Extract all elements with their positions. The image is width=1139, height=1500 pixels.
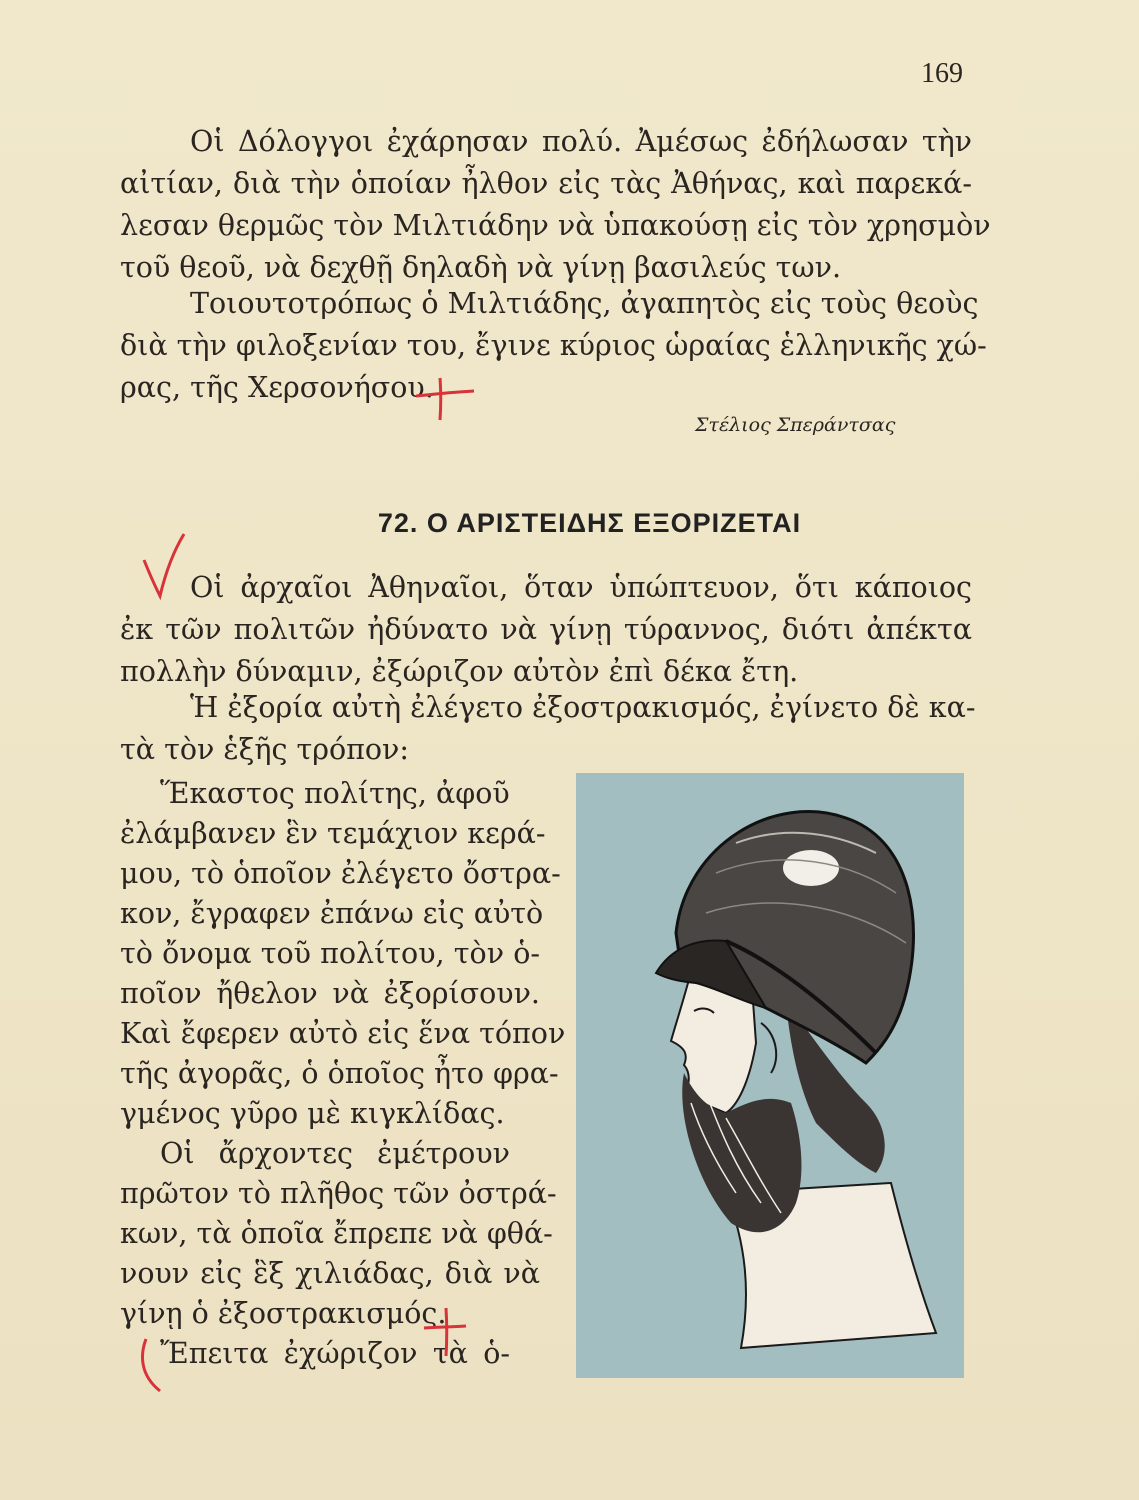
chapter-title: 72. Ο ΑΡΙΣΤΕΙΔΗΣ ΕΞΟΡΙΖΕΤΑΙ bbox=[377, 508, 802, 538]
page-number: 169 bbox=[921, 58, 963, 89]
text-line: Οἱ Δόλογγοι ἐχάρησαν πολύ. Ἀμέσως ἐδήλωσαν τὴν bbox=[190, 125, 972, 158]
text-line: Οἱ ἄρχοντες ἐμέτρουν bbox=[160, 1137, 510, 1170]
text-line: πρῶτον τὸ πλῆθος τῶν ὀστρά- bbox=[120, 1177, 557, 1210]
text-line: διὰ τὴν φιλοξενίαν του, ἔγινε κύριος ὡραίας ἑλληνικῆς χώ- bbox=[120, 329, 987, 362]
text-line: Οἱ ἀρχαῖοι Ἀθηναῖοι, ὅταν ὑπώπτευον, ὅτι κάποιος bbox=[190, 571, 972, 604]
text-line: πολλὴν δύναμιν, ἐξώριζον αὐτὸν ἐπὶ δέκα ἔτη. bbox=[120, 655, 799, 688]
text-line: τοῦ θεοῦ, νὰ δεχθῇ δηλαδὴ νὰ γίνῃ βασιλεύς των. bbox=[120, 251, 842, 284]
text-line: ρας, τῆς Χερσονήσου. bbox=[120, 371, 434, 404]
text-line: Ἔπειτα ἐχώριζον τὰ ὁ- bbox=[160, 1337, 510, 1370]
red-bracket-mark-icon bbox=[132, 1335, 172, 1395]
helmeted-head-illustration bbox=[576, 773, 964, 1378]
text-line: νουν εἰς ἓξ χιλιάδας, διὰ νὰ bbox=[120, 1257, 540, 1290]
text-line: αἰτίαν, διὰ τὴν ὁποίαν ἦλθον εἰς τὰς Ἀθήνας, καὶ παρεκά- bbox=[120, 167, 972, 200]
text-line: ἐλάμβανεν ἓν τεμάχιον κερά- bbox=[120, 817, 546, 850]
text-line: ἐκ τῶν πολιτῶν ἠδύνατο νὰ γίνῃ τύραννος, διότι ἀπέκτα bbox=[120, 613, 972, 646]
text-line: γμένος γῦρο μὲ κιγκλίδας. bbox=[120, 1097, 505, 1130]
text-line: κων, τὰ ὁποῖα ἔπρεπε νὰ φθά- bbox=[120, 1217, 553, 1250]
red-check-mark-icon bbox=[140, 530, 190, 600]
text-line: κον, ἔγραφεν ἐπάνω εἰς αὐτὸ bbox=[120, 897, 544, 930]
text-line: Ἡ ἐξορία αὐτὴ ἐλέγετο ἐξοστρακισμός, ἐγίνετο δὲ κα- bbox=[190, 691, 976, 724]
text-line: λεσαν θερμῶς τὸν Μιλτιάδην νὰ ὑπακούσῃ εἰς τὸν χρησμὸν bbox=[120, 209, 991, 242]
text-line: τῆς ἀγορᾶς, ὁ ὁποῖος ἦτο φρα- bbox=[120, 1057, 559, 1090]
text-line: μου, τὸ ὁποῖον ἐλέγετο ὄστρα- bbox=[120, 857, 561, 890]
text-line: τὸ ὄνομα τοῦ πολίτου, τὸν ὁ- bbox=[120, 937, 540, 970]
red-cross-mark-icon bbox=[410, 374, 480, 424]
text-line: Καὶ ἔφερεν αὐτὸ εἰς ἕνα τόπον bbox=[120, 1017, 566, 1050]
text-line: γίνῃ ὁ ἐξοστρακισμός. bbox=[120, 1297, 447, 1330]
author-signature: Στέλιος Σπεράντσας bbox=[695, 414, 896, 436]
text-line: ποῖον ἤθελον νὰ ἐξορίσουν. bbox=[120, 977, 540, 1010]
red-cross-mark-icon bbox=[420, 1300, 470, 1360]
text-line: Τοιουτοτρόπως ὁ Μιλτιάδης, ἀγαπητὸς εἰς τοὺς θεοὺς bbox=[190, 287, 979, 320]
illustration-panel bbox=[576, 773, 964, 1378]
text-line: τὰ τὸν ἑξῆς τρόπον: bbox=[120, 733, 409, 766]
text-line: Ἕκαστος πολίτης, ἀφοῦ bbox=[160, 777, 510, 810]
